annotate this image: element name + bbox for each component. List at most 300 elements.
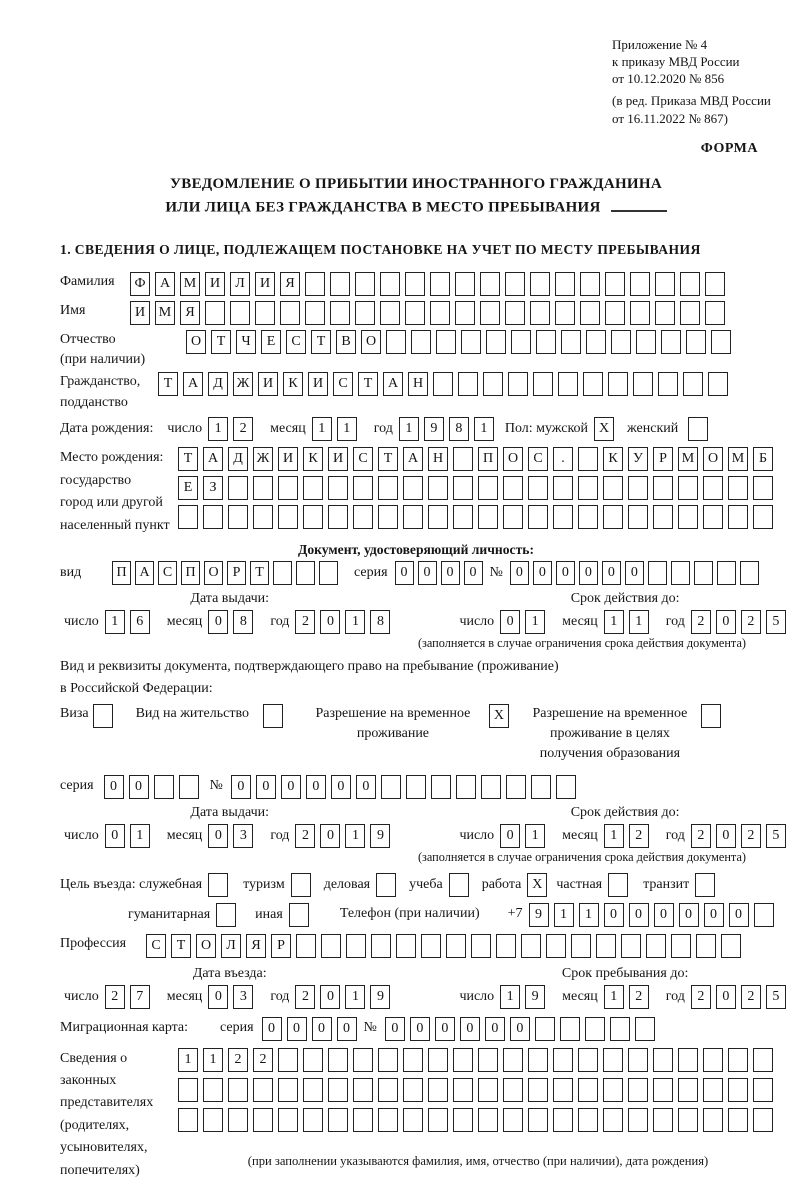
char-cell[interactable] (428, 1048, 448, 1072)
char-cell[interactable]: 0 (281, 775, 301, 799)
doc-valid-date-group[interactable] (459, 610, 790, 634)
char-cell[interactable]: Ж (233, 372, 253, 396)
char-cell[interactable]: К (603, 447, 623, 471)
char-cell[interactable] (353, 505, 373, 529)
char-cell[interactable] (678, 505, 698, 529)
char-cell[interactable] (380, 272, 400, 296)
char-cell[interactable] (386, 330, 406, 354)
char-cell[interactable]: 2 (691, 610, 711, 634)
char-cell[interactable] (406, 775, 426, 799)
char-cell[interactable]: 5 (766, 610, 786, 634)
doc-series-boxes[interactable] (395, 561, 487, 585)
char-cell[interactable]: 9 (529, 903, 549, 927)
birth-place-row-1[interactable] (178, 447, 778, 471)
char-cell[interactable] (280, 301, 300, 325)
char-cell[interactable]: Т (178, 447, 198, 471)
char-cell[interactable] (253, 476, 273, 500)
char-cell[interactable]: Ф (130, 272, 150, 296)
char-cell[interactable] (289, 903, 309, 927)
char-cell[interactable]: 2 (741, 610, 761, 634)
char-cell[interactable] (471, 934, 491, 958)
purpose-commercial-checkbox[interactable] (376, 873, 401, 897)
doc-number-boxes[interactable] (510, 561, 763, 585)
char-cell[interactable]: К (303, 447, 323, 471)
year-boxes[interactable] (691, 610, 791, 634)
char-cell[interactable] (728, 1108, 748, 1132)
char-cell[interactable] (278, 1108, 298, 1132)
char-cell[interactable] (653, 1048, 673, 1072)
char-cell[interactable] (605, 301, 625, 325)
char-cell[interactable] (453, 1108, 473, 1132)
char-cell[interactable]: М (180, 272, 200, 296)
char-cell[interactable]: 2 (691, 824, 711, 848)
char-cell[interactable]: Л (230, 272, 250, 296)
char-cell[interactable]: Ч (236, 330, 256, 354)
char-cell[interactable] (478, 1078, 498, 1102)
char-cell[interactable]: Т (211, 330, 231, 354)
char-cell[interactable]: 0 (464, 561, 483, 585)
char-cell[interactable]: X (527, 873, 547, 897)
char-cell[interactable]: 0 (704, 903, 724, 927)
char-cell[interactable] (536, 330, 556, 354)
char-cell[interactable] (688, 417, 708, 441)
char-cell[interactable] (228, 1108, 248, 1132)
char-cell[interactable]: М (728, 447, 748, 471)
char-cell[interactable] (653, 476, 673, 500)
char-cell[interactable]: 0 (129, 775, 149, 799)
char-cell[interactable] (403, 1078, 423, 1102)
char-cell[interactable]: О (703, 447, 723, 471)
char-cell[interactable] (273, 561, 292, 585)
char-cell[interactable]: О (196, 934, 216, 958)
char-cell[interactable]: Т (358, 372, 378, 396)
char-cell[interactable] (521, 934, 541, 958)
representatives-row-2[interactable] (178, 1078, 778, 1102)
char-cell[interactable]: Е (178, 476, 198, 500)
char-cell[interactable]: 1 (500, 985, 520, 1009)
char-cell[interactable] (253, 505, 273, 529)
char-cell[interactable]: 8 (449, 417, 469, 441)
char-cell[interactable] (603, 1078, 623, 1102)
char-cell[interactable]: Т (158, 372, 178, 396)
char-cell[interactable] (154, 775, 174, 799)
char-cell[interactable] (178, 1108, 198, 1132)
char-cell[interactable]: 0 (208, 985, 228, 1009)
char-cell[interactable]: 1 (130, 824, 150, 848)
char-cell[interactable] (453, 1078, 473, 1102)
char-cell[interactable]: С (528, 447, 548, 471)
char-cell[interactable] (680, 272, 700, 296)
char-cell[interactable] (405, 301, 425, 325)
char-cell[interactable] (553, 476, 573, 500)
day-boxes[interactable] (105, 610, 155, 634)
char-cell[interactable] (503, 1048, 523, 1072)
char-cell[interactable] (703, 1078, 723, 1102)
char-cell[interactable]: Д (228, 447, 248, 471)
char-cell[interactable]: 0 (533, 561, 552, 585)
char-cell[interactable] (753, 476, 773, 500)
char-cell[interactable] (305, 272, 325, 296)
char-cell[interactable] (216, 903, 236, 927)
char-cell[interactable] (678, 1108, 698, 1132)
char-cell[interactable] (296, 934, 316, 958)
char-cell[interactable] (436, 330, 456, 354)
day-boxes[interactable] (105, 824, 155, 848)
char-cell[interactable] (263, 704, 283, 728)
char-cell[interactable]: 1 (554, 903, 574, 927)
char-cell[interactable] (353, 1048, 373, 1072)
char-cell[interactable]: 2 (253, 1048, 273, 1072)
char-cell[interactable]: Т (378, 447, 398, 471)
char-cell[interactable] (553, 1078, 573, 1102)
char-cell[interactable]: 0 (729, 903, 749, 927)
purpose-private-checkbox[interactable] (608, 873, 633, 897)
char-cell[interactable]: 0 (320, 824, 340, 848)
char-cell[interactable]: П (478, 447, 498, 471)
purpose-humanitarian-checkbox[interactable] (216, 903, 241, 927)
char-cell[interactable] (303, 1108, 323, 1132)
char-cell[interactable] (531, 775, 551, 799)
char-cell[interactable]: П (181, 561, 200, 585)
char-cell[interactable] (678, 1078, 698, 1102)
char-cell[interactable] (580, 301, 600, 325)
char-cell[interactable] (728, 505, 748, 529)
char-cell[interactable]: С (353, 447, 373, 471)
char-cell[interactable] (586, 330, 606, 354)
char-cell[interactable] (628, 1108, 648, 1132)
char-cell[interactable] (503, 476, 523, 500)
char-cell[interactable]: 0 (208, 610, 228, 634)
char-cell[interactable] (728, 1048, 748, 1072)
char-cell[interactable]: 1 (525, 824, 545, 848)
char-cell[interactable] (278, 1048, 298, 1072)
year-boxes[interactable] (295, 985, 395, 1009)
char-cell[interactable]: Р (271, 934, 291, 958)
char-cell[interactable] (533, 372, 553, 396)
char-cell[interactable]: 1 (203, 1048, 223, 1072)
char-cell[interactable] (403, 1048, 423, 1072)
char-cell[interactable]: 0 (500, 824, 520, 848)
char-cell[interactable]: 0 (510, 1017, 530, 1041)
char-cell[interactable] (753, 1108, 773, 1132)
char-cell[interactable] (319, 561, 338, 585)
char-cell[interactable] (458, 372, 478, 396)
purpose-other-checkbox[interactable] (289, 903, 314, 927)
char-cell[interactable]: 0 (679, 903, 699, 927)
char-cell[interactable]: 0 (356, 775, 376, 799)
char-cell[interactable]: 0 (500, 610, 520, 634)
char-cell[interactable] (446, 934, 466, 958)
char-cell[interactable] (303, 1048, 323, 1072)
char-cell[interactable] (433, 372, 453, 396)
char-cell[interactable]: 0 (385, 1017, 405, 1041)
char-cell[interactable] (428, 1108, 448, 1132)
char-cell[interactable] (328, 1048, 348, 1072)
char-cell[interactable] (378, 1108, 398, 1132)
char-cell[interactable] (648, 561, 667, 585)
char-cell[interactable] (671, 934, 691, 958)
char-cell[interactable]: 0 (579, 561, 598, 585)
char-cell[interactable] (621, 934, 641, 958)
char-cell[interactable] (578, 476, 598, 500)
char-cell[interactable]: 5 (766, 824, 786, 848)
char-cell[interactable] (455, 301, 475, 325)
char-cell[interactable] (478, 505, 498, 529)
char-cell[interactable] (608, 372, 628, 396)
patronymic-boxes[interactable] (186, 330, 736, 354)
char-cell[interactable]: С (286, 330, 306, 354)
char-cell[interactable] (449, 873, 469, 897)
char-cell[interactable] (303, 1078, 323, 1102)
char-cell[interactable] (371, 934, 391, 958)
char-cell[interactable]: 0 (418, 561, 437, 585)
char-cell[interactable] (683, 372, 703, 396)
char-cell[interactable]: 0 (510, 561, 529, 585)
char-cell[interactable]: 1 (604, 824, 624, 848)
char-cell[interactable] (703, 1108, 723, 1132)
title-blank-line[interactable] (611, 196, 667, 212)
gender-female-checkbox[interactable] (688, 417, 713, 441)
char-cell[interactable]: О (186, 330, 206, 354)
char-cell[interactable]: 0 (625, 561, 644, 585)
char-cell[interactable]: 2 (691, 985, 711, 1009)
temp-residence-checkbox[interactable] (489, 704, 514, 728)
char-cell[interactable] (703, 1048, 723, 1072)
char-cell[interactable] (430, 272, 450, 296)
char-cell[interactable] (546, 934, 566, 958)
char-cell[interactable]: С (158, 561, 177, 585)
char-cell[interactable] (328, 1108, 348, 1132)
char-cell[interactable] (228, 476, 248, 500)
char-cell[interactable] (561, 330, 581, 354)
char-cell[interactable] (553, 505, 573, 529)
char-cell[interactable] (481, 775, 501, 799)
char-cell[interactable]: 2 (741, 824, 761, 848)
res-number-boxes[interactable] (231, 775, 581, 799)
res-series-boxes[interactable] (104, 775, 204, 799)
purpose-tourism-checkbox[interactable] (291, 873, 316, 897)
char-cell[interactable] (228, 1078, 248, 1102)
char-cell[interactable]: 0 (320, 985, 340, 1009)
doc-issue-date-group[interactable] (64, 610, 395, 634)
char-cell[interactable]: 1 (178, 1048, 198, 1072)
birth-place-row-2[interactable] (178, 476, 778, 500)
char-cell[interactable] (411, 330, 431, 354)
char-cell[interactable] (696, 934, 716, 958)
char-cell[interactable]: 1 (525, 610, 545, 634)
char-cell[interactable] (278, 505, 298, 529)
char-cell[interactable] (535, 1017, 555, 1041)
char-cell[interactable] (93, 704, 113, 728)
char-cell[interactable]: 0 (208, 824, 228, 848)
char-cell[interactable] (583, 372, 603, 396)
char-cell[interactable]: 0 (410, 1017, 430, 1041)
char-cell[interactable]: 0 (602, 561, 621, 585)
day-boxes[interactable] (500, 824, 550, 848)
char-cell[interactable] (511, 330, 531, 354)
month-boxes[interactable] (604, 610, 654, 634)
char-cell[interactable]: 0 (337, 1017, 357, 1041)
char-cell[interactable]: X (594, 417, 614, 441)
char-cell[interactable]: А (403, 447, 423, 471)
char-cell[interactable]: 0 (312, 1017, 332, 1041)
char-cell[interactable] (628, 476, 648, 500)
char-cell[interactable] (453, 1048, 473, 1072)
char-cell[interactable] (703, 476, 723, 500)
char-cell[interactable]: 0 (104, 775, 124, 799)
entry-date-group[interactable] (64, 985, 395, 1009)
char-cell[interactable] (480, 301, 500, 325)
char-cell[interactable] (605, 272, 625, 296)
char-cell[interactable] (671, 561, 690, 585)
char-cell[interactable] (321, 934, 341, 958)
char-cell[interactable]: 1 (474, 417, 494, 441)
char-cell[interactable] (421, 934, 441, 958)
char-cell[interactable] (378, 476, 398, 500)
char-cell[interactable] (628, 1078, 648, 1102)
char-cell[interactable] (528, 1078, 548, 1102)
char-cell[interactable]: 0 (556, 561, 575, 585)
char-cell[interactable]: 1 (105, 610, 125, 634)
char-cell[interactable] (655, 301, 675, 325)
char-cell[interactable] (505, 301, 525, 325)
char-cell[interactable] (428, 476, 448, 500)
char-cell[interactable]: 2 (295, 985, 315, 1009)
char-cell[interactable] (403, 505, 423, 529)
char-cell[interactable] (228, 505, 248, 529)
day-boxes[interactable] (500, 985, 550, 1009)
char-cell[interactable] (303, 476, 323, 500)
char-cell[interactable]: Т (311, 330, 331, 354)
char-cell[interactable] (686, 330, 706, 354)
char-cell[interactable]: 0 (441, 561, 460, 585)
char-cell[interactable]: К (283, 372, 303, 396)
char-cell[interactable] (754, 903, 774, 927)
char-cell[interactable] (653, 1078, 673, 1102)
char-cell[interactable] (380, 301, 400, 325)
char-cell[interactable] (456, 775, 476, 799)
char-cell[interactable] (255, 301, 275, 325)
char-cell[interactable] (328, 505, 348, 529)
char-cell[interactable] (585, 1017, 605, 1041)
char-cell[interactable]: Я (246, 934, 266, 958)
char-cell[interactable] (178, 505, 198, 529)
char-cell[interactable]: Т (250, 561, 269, 585)
day-boxes[interactable] (105, 985, 155, 1009)
char-cell[interactable]: 2 (295, 610, 315, 634)
char-cell[interactable] (528, 1108, 548, 1132)
month-boxes[interactable] (208, 610, 258, 634)
char-cell[interactable] (680, 301, 700, 325)
char-cell[interactable] (291, 873, 311, 897)
char-cell[interactable]: 0 (716, 610, 736, 634)
char-cell[interactable] (355, 272, 375, 296)
char-cell[interactable]: О (503, 447, 523, 471)
birth-place-row-3[interactable] (178, 505, 778, 529)
char-cell[interactable]: 1 (312, 417, 332, 441)
res-issue-date-group[interactable] (64, 824, 395, 848)
char-cell[interactable]: 2 (629, 985, 649, 1009)
day-boxes[interactable] (500, 610, 550, 634)
char-cell[interactable]: 9 (370, 824, 390, 848)
char-cell[interactable]: 7 (130, 985, 150, 1009)
char-cell[interactable] (556, 775, 576, 799)
char-cell[interactable] (506, 775, 526, 799)
char-cell[interactable] (708, 372, 728, 396)
year-boxes[interactable] (399, 417, 499, 441)
char-cell[interactable] (717, 561, 736, 585)
char-cell[interactable] (508, 372, 528, 396)
char-cell[interactable]: П (112, 561, 131, 585)
char-cell[interactable] (701, 704, 721, 728)
char-cell[interactable] (636, 330, 656, 354)
char-cell[interactable] (678, 476, 698, 500)
char-cell[interactable] (578, 505, 598, 529)
char-cell[interactable]: М (678, 447, 698, 471)
char-cell[interactable] (530, 272, 550, 296)
char-cell[interactable]: О (204, 561, 223, 585)
char-cell[interactable] (486, 330, 506, 354)
char-cell[interactable]: 1 (604, 610, 624, 634)
year-boxes[interactable] (691, 985, 791, 1009)
char-cell[interactable] (555, 301, 575, 325)
char-cell[interactable] (628, 1048, 648, 1072)
char-cell[interactable]: 8 (233, 610, 253, 634)
char-cell[interactable] (661, 330, 681, 354)
char-cell[interactable] (278, 1078, 298, 1102)
char-cell[interactable] (203, 1078, 223, 1102)
char-cell[interactable]: И (130, 301, 150, 325)
char-cell[interactable]: 0 (716, 985, 736, 1009)
char-cell[interactable] (503, 505, 523, 529)
char-cell[interactable] (503, 1108, 523, 1132)
month-boxes[interactable] (312, 417, 362, 441)
char-cell[interactable] (346, 934, 366, 958)
year-boxes[interactable] (295, 610, 395, 634)
char-cell[interactable]: 0 (629, 903, 649, 927)
char-cell[interactable] (208, 873, 228, 897)
char-cell[interactable] (553, 1108, 573, 1132)
char-cell[interactable] (303, 505, 323, 529)
char-cell[interactable]: 0 (262, 1017, 282, 1041)
char-cell[interactable] (578, 447, 598, 471)
char-cell[interactable]: И (308, 372, 328, 396)
char-cell[interactable] (330, 301, 350, 325)
char-cell[interactable] (633, 372, 653, 396)
char-cell[interactable]: X (489, 704, 509, 728)
char-cell[interactable] (528, 505, 548, 529)
given-name-boxes[interactable] (130, 301, 730, 325)
char-cell[interactable] (728, 476, 748, 500)
char-cell[interactable] (478, 1048, 498, 1072)
char-cell[interactable] (560, 1017, 580, 1041)
char-cell[interactable]: 3 (233, 824, 253, 848)
char-cell[interactable] (453, 476, 473, 500)
char-cell[interactable]: 0 (306, 775, 326, 799)
char-cell[interactable] (678, 1048, 698, 1072)
char-cell[interactable]: 2 (295, 824, 315, 848)
char-cell[interactable]: 0 (654, 903, 674, 927)
char-cell[interactable] (530, 301, 550, 325)
char-cell[interactable] (355, 301, 375, 325)
char-cell[interactable] (330, 272, 350, 296)
char-cell[interactable]: Б (753, 447, 773, 471)
char-cell[interactable]: А (135, 561, 154, 585)
char-cell[interactable] (178, 1078, 198, 1102)
char-cell[interactable] (658, 372, 678, 396)
char-cell[interactable]: А (383, 372, 403, 396)
char-cell[interactable]: О (361, 330, 381, 354)
